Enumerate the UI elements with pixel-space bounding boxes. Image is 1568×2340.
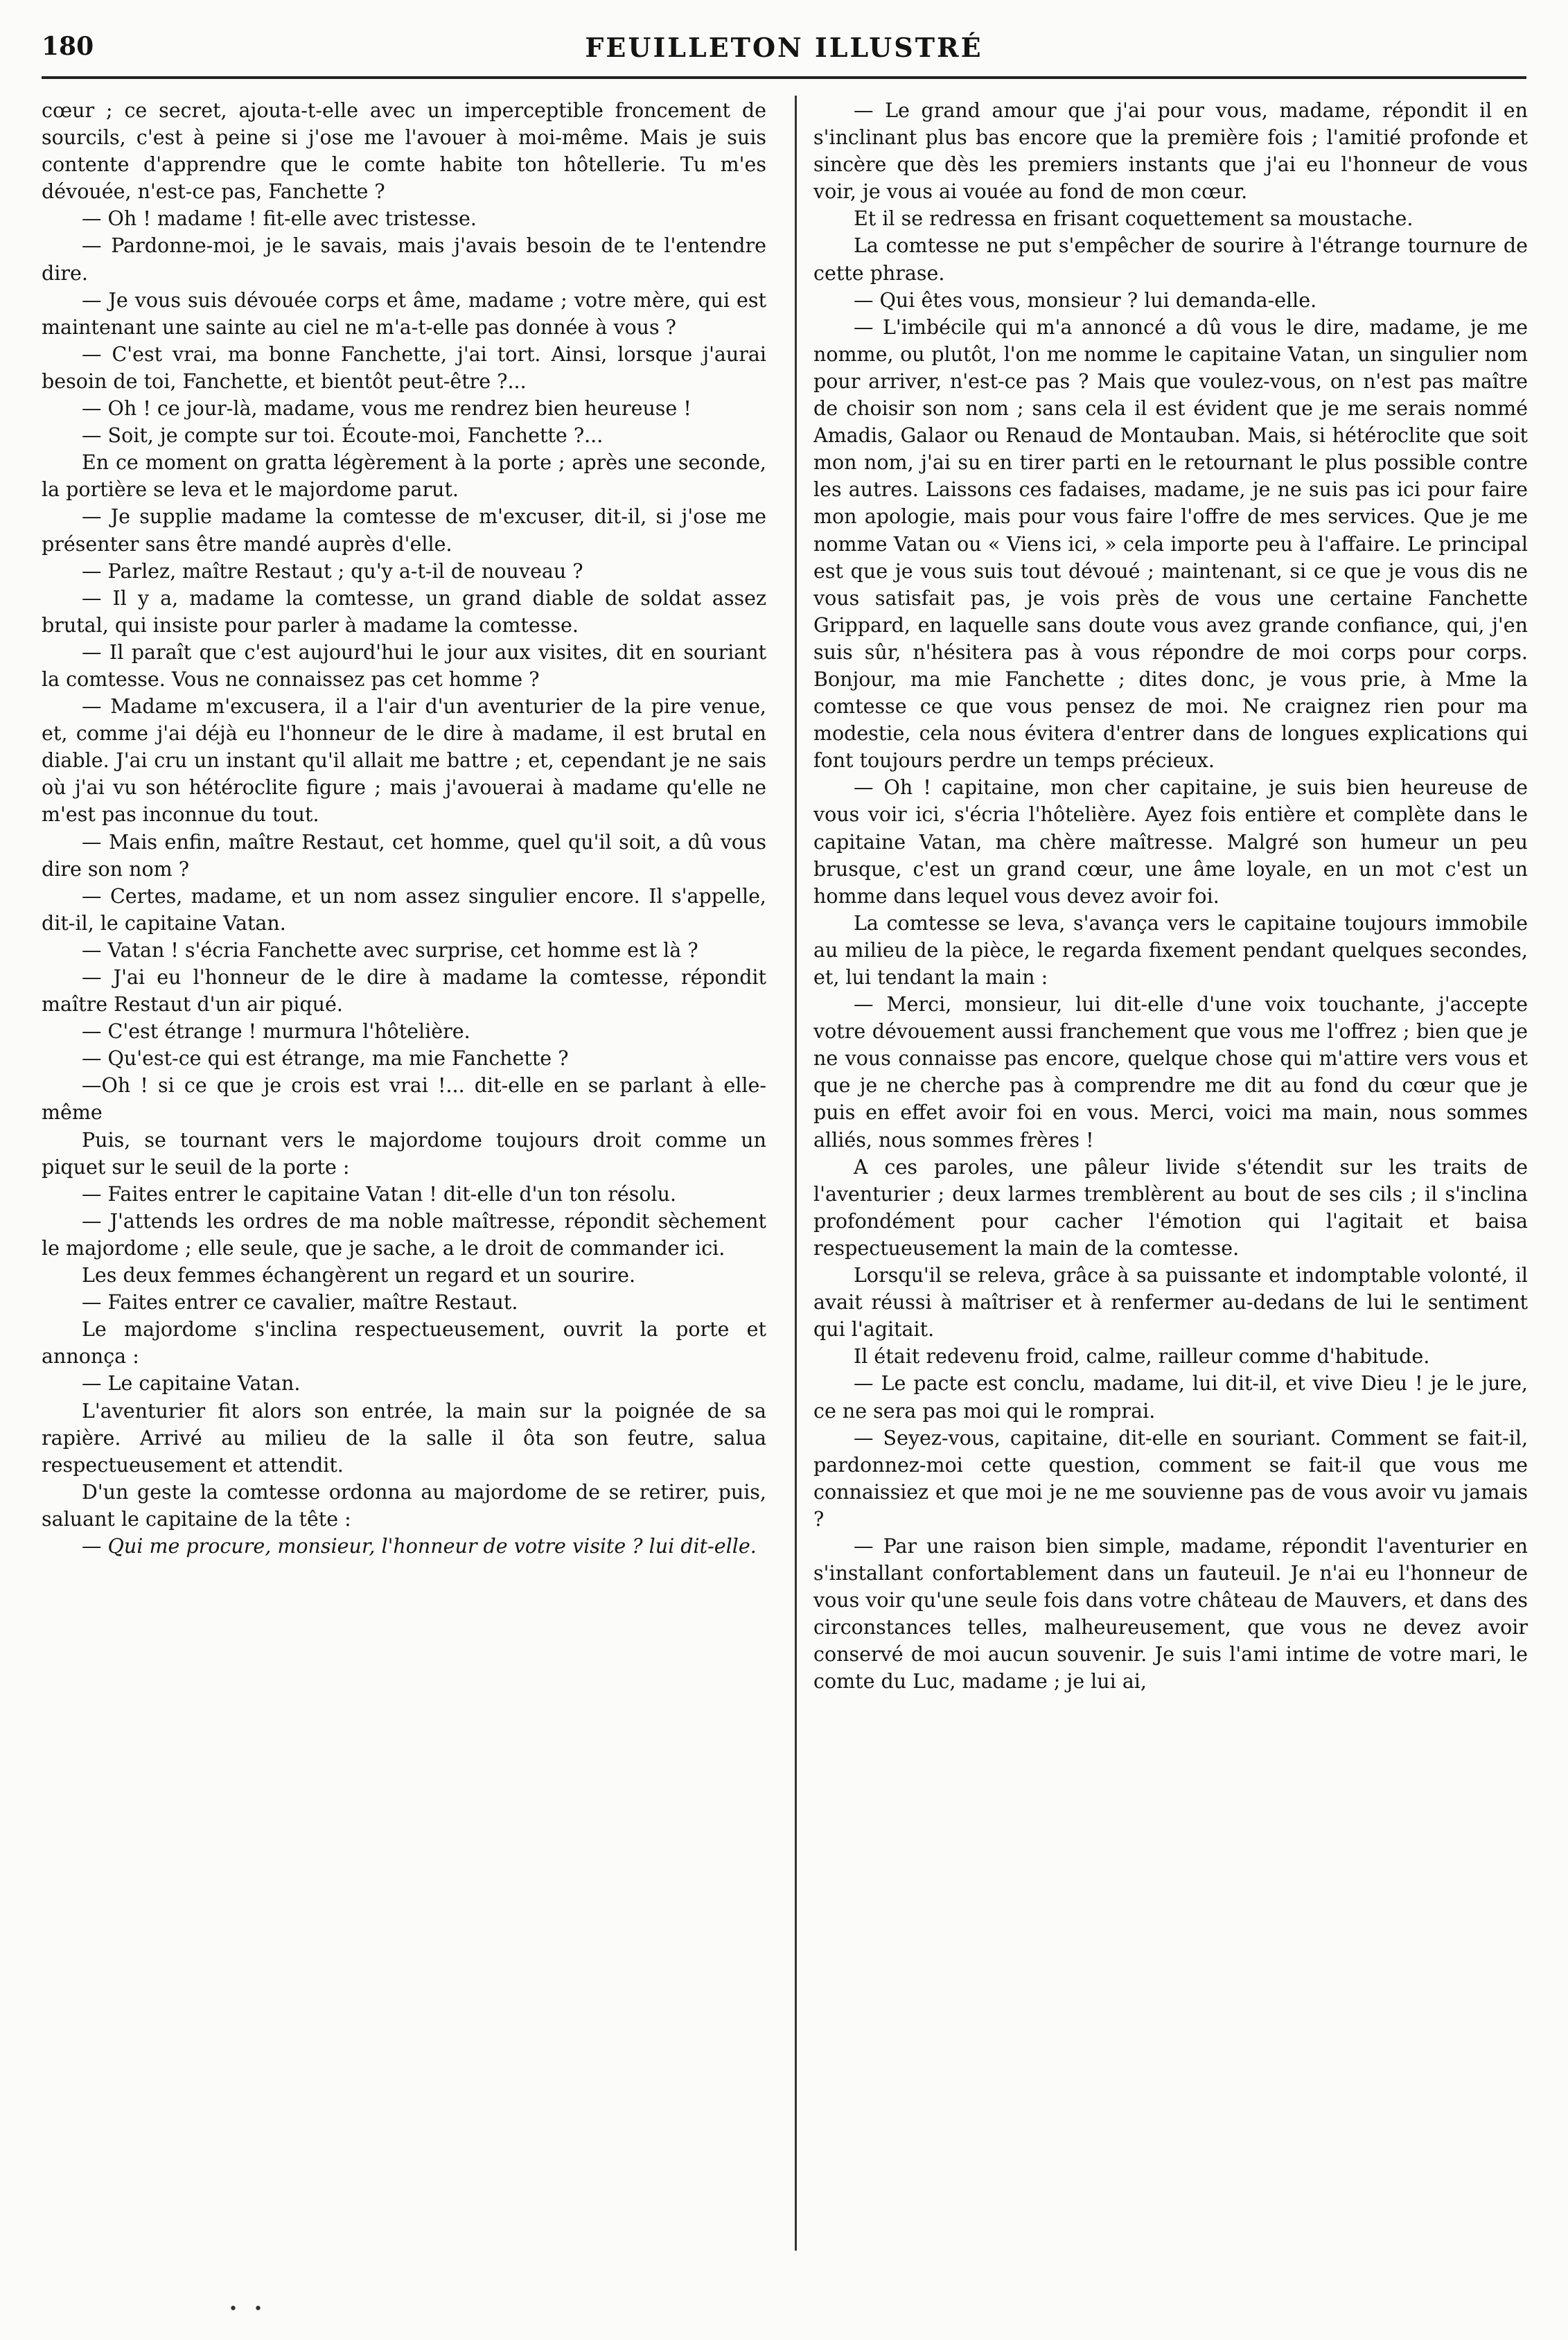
paragraph: — Soit, je compte sur toi. Écoute-moi, Fanchette ?... [82, 424, 604, 448]
paragraph: Lorsqu'il se releva, grâce à sa puissante et indomptable volonté, il avait réussi à maîtriser et à renfermer au-dedans de lui le sentiment qui l'agitait. [813, 1264, 1528, 1341]
paragraph: A ces paroles, une pâleur livide s'étendit sur les traits de l'aventurier ; deux larmes tremblèrent au bout de ses cils ; il s'inclina profondément pour cacher l'émotion qui l'agitait et baisa respectueusement la main de la comtesse. [813, 1155, 1528, 1260]
paragraph: — Qui me procure, monsieur, l'honneur de votre visite ? lui dit-elle. [82, 1534, 757, 1558]
left-column [42, 97, 766, 2280]
paragraph: — Oh ! madame ! fit-elle avec tristesse. [82, 207, 477, 231]
page-number: 180 [42, 32, 94, 61]
paragraph: — Madame m'excusera, il a l'air d'un aventurier de la pire venue, et, comme j'ai déjà eu l'honneur de le dire à madame, il est brutal en diable. J'ai cru un instant qu'il allait me battre ; et, cependant je ne sais où j'ai vu son hétéroclite figure ; mais j'avouerai à madame qu'elle ne m'est pas inconnue du tout. [42, 695, 766, 827]
paragraph: — Merci, monsieur, lui dit-elle d'une voix touchante, j'accepte votre dévouement aussi franchement que vous me l'offrez ; bien que je ne vous connaisse pas encore, quelque chose qui m'attire vers vous et que je ne cherche pas à comprendre me dit au fond du cœur que je puis en effet avoir foi en vous. Merci, voici ma main, nous sommes alliés, nous sommes frères ! [813, 993, 1528, 1152]
paragraph: — C'est vrai, ma bonne Fanchette, j'ai tort. Ainsi, lorsque j'aurai besoin de toi, Fanchette, et bientôt peut-être ?... [42, 342, 766, 393]
paragraph: — Le pacte est conclu, madame, lui dit-il, et vive Dieu ! je le jure, ce ne sera pas moi qui le romprai. [813, 1372, 1528, 1423]
paragraph: Puis, se tournant vers le majordome toujours droit comme un piquet sur le seuil de la porte : [42, 1128, 766, 1179]
header-rule [42, 76, 1526, 79]
paragraph: Les deux femmes échangèrent un regard et un sourire. [82, 1264, 636, 1287]
paragraph: — Pardonne-moi, je le savais, mais j'avais besoin de te l'entendre dire. [42, 234, 766, 285]
paragraph: — Qu'est-ce qui est étrange, ma mie Fanchette ? [82, 1047, 569, 1071]
paragraph: — Oh ! capitaine, mon cher capitaine, je suis bien heureuse de vous voir ici, s'écria l'hôtelière. Ayez fois entière et complète dans le capitaine Vatan, ma chère maîtresse. Malgré son humeur un peu brusque, c'est un grand cœur, une âme loyale, en un mot c'est un homme dans lequel vous devez avoir foi. [813, 776, 1528, 908]
paragraph: — Seyez-vous, capitaine, dit-elle en souriant. Comment se fait-il, pardonnez-moi cette question, comment se fait-il que vous me connaissiez et que moi je ne me souvienne pas de vous avoir vu jamais ? [813, 1426, 1528, 1531]
paragraph: — Faites entrer le capitaine Vatan ! dit-elle d'un ton résolu. [82, 1182, 677, 1206]
paragraph: — J'attends les ordres de ma noble maîtresse, répondit sèchement le majordome ; elle seule, que je sache, a le droit de commander ici. [42, 1209, 766, 1260]
paragraph: — Il paraît que c'est aujourd'hui le jour aux visites, dit en souriant la comtesse. Vous ne connaissez pas cet homme ? [42, 640, 766, 691]
paragraph: Il était redevenu froid, calme, railleur comme d'habitude. [854, 1345, 1430, 1369]
paragraph: — Je supplie madame la comtesse de m'excuser, dit-il, si j'ose me présenter sans être mandé auprès d'elle. [42, 505, 766, 556]
paragraph: — Oh ! ce jour-là, madame, vous me rendrez bien heureuse ! [82, 397, 691, 421]
paragraph: Et il se redressa en frisant coquettement sa moustache. [854, 207, 1413, 231]
paragraph: L'aventurier fit alors son entrée, la main sur la poignée de sa rapière. Arrivé au milieu de la salle il ôta son feutre, salua respectueusement et attendit. [42, 1399, 766, 1477]
paragraph: Le majordome s'inclina respectueusement, ouvrit la porte et annonça : [42, 1318, 766, 1369]
paragraph: — Vatan ! s'écria Fanchette avec surprise, cet homme est là ? [82, 938, 698, 962]
paragraph: — Le capitaine Vatan. [82, 1372, 301, 1396]
paragraph: La comtesse ne put s'empêcher de sourire à l'étrange tournure de cette phrase. [813, 234, 1528, 285]
paragraph: —Oh ! si ce que je crois est vrai !... dit-elle en se parlant à elle-même [42, 1074, 766, 1125]
paragraph: — Qui êtes vous, monsieur ? lui demanda-elle. [854, 288, 1317, 312]
paragraph: — Par une raison bien simple, madame, répondit l'aventurier en s'installant confortablement dans un fauteuil. Je n'ai eu l'honneur de vous voir qu'une seule fois dans votre château de Mauvers, et dans des circonstances telles, malheureusement, que vous ne devez avoir conservé de moi aucun souvenir. Je suis l'ami intime de votre mari, le comte du Luc, madame ; je lui ai, [813, 1534, 1528, 1694]
running-title: FEUILLETON ILLUSTRÉ [585, 32, 983, 63]
paragraph: — Je vous suis dévouée corps et âme, madame ; votre mère, qui est maintenant une sainte au ciel ne m'a-t-elle pas donnée à vous ? [42, 288, 766, 339]
paragraph: — Certes, madame, et un nom assez singulier encore. Il s'appelle, dit-il, le capitaine Vatan. [42, 884, 766, 935]
column-divider [795, 96, 797, 2251]
paragraph: En ce moment on gratta légèrement à la porte ; après une seconde, la portière se leva et le majordome parut. [42, 451, 766, 502]
paragraph: — J'ai eu l'honneur de le dire à madame la comtesse, répondit maître Restaut d'un air piqué. [42, 966, 766, 1017]
paragraph: D'un geste la comtesse ordonna au majordome de se retirer, puis, saluant le capitaine de la tête : [42, 1480, 766, 1531]
footer-marks: • • [229, 2301, 268, 2318]
paragraph: — L'imbécile qui m'a annoncé a dû vous le dire, madame, je me nomme, ou plutôt, l'on me nomme le capitaine Vatan, un singulier nom pour arriver, n'est-ce pas ? Mais que voulez-vous, on n'est pas maître de choisir son nom ; sans cela il est évident que je me serais nommé Amadis, Galaor ou Renaud de Montauban. Mais, si hétéroclite que soit mon nom, j'ai su en tirer parti en le retournant le plus possible contre les autres. Laissons ces fadaises, madame, je ne suis pas ici pour faire mon apologie, mais pour vous faire l'offre de mes services. Que je me nomme Vatan ou « Viens ici, » cela importe peu à l'affaire. Le principal est que je vous suis tout dévoué ; maintenant, si ce que je vous dis ne vous satisfait pas, je vois près de vous une certaine Fanchette Grippard, en laquelle sans doute vous avez grande confiance, qui, j'en suis sûr, n'hésitera pas à vous répondre de moi corps pour corps. Bonjour, ma mie Fanchette ; dites donc, je vous prie, à Mme la comtesse ce que vous pensez de moi. Ne craignez rien pour ma modestie, cela nous évitera d'entrer dans de longues explications qui font toujours perdre un temps précieux. [813, 315, 1528, 773]
paragraph: cœur ; ce secret, ajouta-t-elle avec un imperceptible froncement de sourcils, c'est à peine si j'ose me l'avouer à moi-même. Mais je suis contente d'apprendre que le comte habite ton hôtellerie. Tu m'es dévouée, n'est-ce pas, Fanchette ? [42, 99, 766, 204]
paragraph: — Le grand amour que j'ai pour vous, madame, répondit il en s'inclinant plus bas encore que la première fois ; l'amitié profonde et sincère que dès les premiers instants que j'ai eu l'honneur de vous voir, je vous ai vouée au fond de mon cœur. [813, 99, 1528, 204]
page-header [42, 32, 1526, 73]
paragraph: — C'est étrange ! murmura l'hôtelière. [82, 1020, 470, 1044]
paragraph: — Faites entrer ce cavalier, maître Restaut. [82, 1291, 518, 1314]
paragraph: — Il y a, madame la comtesse, un grand diable de soldat assez brutal, qui insiste pour parler à madame la comtesse. [42, 586, 766, 637]
paragraph: La comtesse se leva, s'avança vers le capitaine toujours immobile au milieu de la pièce, le regarda fixement pendant quelques secondes, et, lui tendant la main : [813, 911, 1528, 989]
right-column [813, 97, 1528, 2280]
paragraph: — Mais enfin, maître Restaut, cet homme, quel qu'il soit, a dû vous dire son nom ? [42, 830, 766, 881]
paragraph: — Parlez, maître Restaut ; qu'y a-t-il de nouveau ? [82, 559, 583, 583]
